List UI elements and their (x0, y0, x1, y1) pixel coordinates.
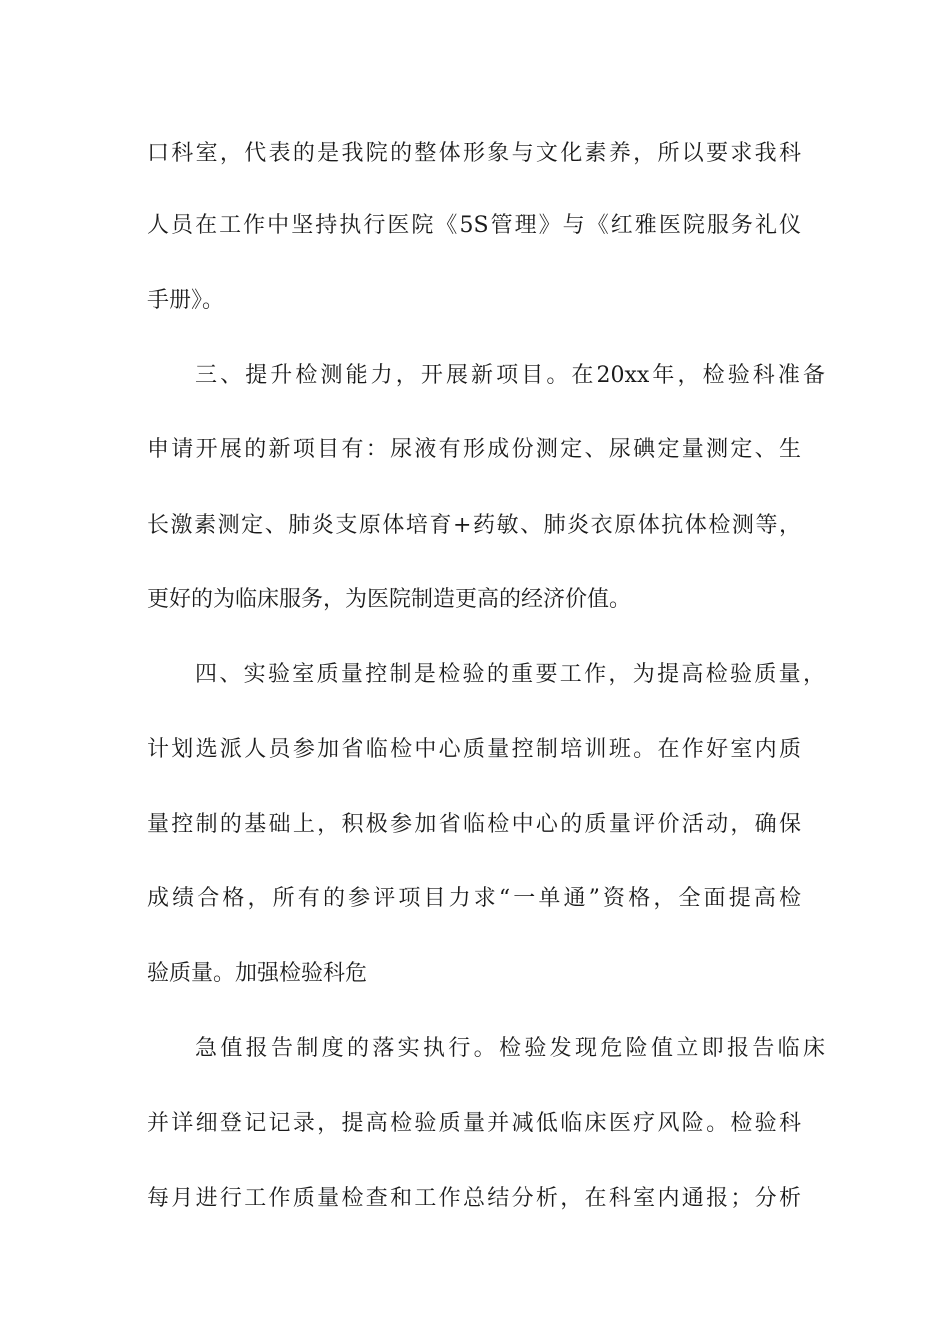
section-four-line-3: 量控制的基础上，积极参加省临检中心的质量评价活动，确保 (147, 812, 801, 837)
section-four-line-4: 成绩合格，所有的参评项目力求“一单通”资格，全面提高检 (147, 886, 801, 911)
paragraph-line-2: 人员在工作中坚持执行医院《5S管理》与《红雅医院服务礼仪 (147, 213, 801, 238)
section-three-line-3: 长激素测定、肺炎支原体培育+药敏、肺炎衣原体抗体检测等， (147, 513, 801, 538)
paragraph-line-1: 口科室，代表的是我院的整体形象与文化素养，所以要求我科 (147, 141, 801, 166)
section-four-line-2: 计划选派人员参加省临检中心质量控制培训班。在作好室内质 (147, 737, 801, 762)
section-three-line-2: 申请开展的新项目有：尿液有形成份测定、尿碘定量测定、生 (147, 437, 801, 462)
critical-value-line-3: 每月进行工作质量检查和工作总结分析，在科室内通报；分析 (147, 1186, 801, 1211)
section-three-line-4: 更好的为临床服务，为医院制造更高的经济价值。 (147, 587, 632, 612)
section-four-line-5: 验质量。加强检验科危 (147, 961, 368, 986)
paragraph-line-3: 手册》。 (147, 288, 225, 313)
section-three-line-1: 三、提升检测能力，开展新项目。在20xx年，检验科准备 (195, 363, 825, 388)
critical-value-line-2: 并详细登记记录，提高检验质量并减低临床医疗风险。检验科 (147, 1111, 801, 1136)
section-four-line-1: 四、实验室质量控制是检验的重要工作，为提高检验质量， (195, 662, 825, 687)
critical-value-line-1: 急值报告制度的落实执行。检验发现危险值立即报告临床 (195, 1036, 825, 1061)
